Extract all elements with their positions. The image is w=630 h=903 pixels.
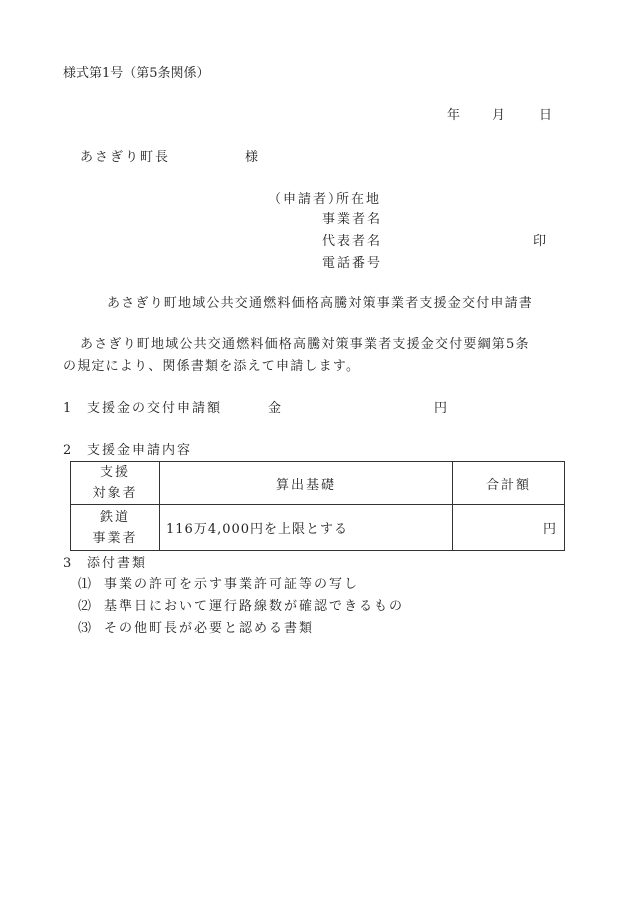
applicant-representative-label: 代表者名 [322, 234, 383, 249]
attachment-marker-1: ⑴ [78, 577, 92, 592]
row-total: 円 [453, 505, 565, 551]
applicant-address-label: 所在地 [336, 192, 382, 207]
date-year: 年 [447, 108, 461, 123]
body-line-1: あさぎり町地域公共交通燃料価格高騰対策事業者支援金交付要綱第5条 [80, 337, 530, 352]
row-target-line2: 事業者 [92, 530, 138, 546]
document-title: あさぎり町地域公共交通燃料価格高騰対策事業者支援金交付申請書 [107, 296, 534, 311]
header-target-line1: 支援 [99, 465, 130, 480]
row-basis: 116万4,000円を上限とする [160, 505, 453, 551]
applicant-label: （申請者） [268, 192, 344, 207]
addressee-honorific: 様 [245, 150, 259, 165]
header-target-cell [71, 462, 160, 505]
table-header-row [71, 462, 565, 505]
applicant-business-name-label: 事業者名 [322, 212, 383, 227]
date-day: 日 [539, 108, 553, 123]
section2-label: 支援金申請内容 [87, 443, 193, 458]
section1-label: 支援金の交付申請額 [87, 401, 223, 416]
row-target-line1: 鉄道 [99, 509, 130, 525]
section1-unit: 円 [434, 401, 448, 416]
attachment-marker-3: ⑶ [78, 621, 92, 636]
attachment-marker-2: ⑵ [78, 599, 92, 614]
addressee-name: あさぎり町長 [80, 150, 171, 165]
applicant-phone-label: 電話番号 [322, 256, 383, 271]
table-row [71, 505, 565, 551]
attachment-item-3: その他町長が必要と認める書類 [104, 621, 315, 636]
date-month: 月 [492, 108, 506, 123]
row-target-cell [71, 505, 160, 551]
seal-mark: 印 [533, 234, 547, 249]
section3-number: 3 [63, 556, 72, 571]
attachment-item-2: 基準日において運行路線数が確認できるもの [104, 599, 405, 614]
attachment-item-1: 事業の許可を示す事業許可証等の写し [104, 577, 360, 592]
section1-amount-prefix: 金 [268, 401, 282, 416]
header-target-line2: 対象者 [92, 486, 138, 501]
section3-label: 添付書類 [87, 556, 148, 571]
application-table [70, 461, 565, 551]
header-total: 合計額 [453, 462, 565, 505]
header-basis: 算出基礎 [160, 462, 453, 505]
section2-number: 2 [63, 443, 72, 458]
section1-number: 1 [63, 401, 72, 416]
body-line-2: の規定により、関係書類を添えて申請します。 [63, 359, 361, 374]
form-number: 様式第1号（第5条関係） [63, 66, 210, 81]
